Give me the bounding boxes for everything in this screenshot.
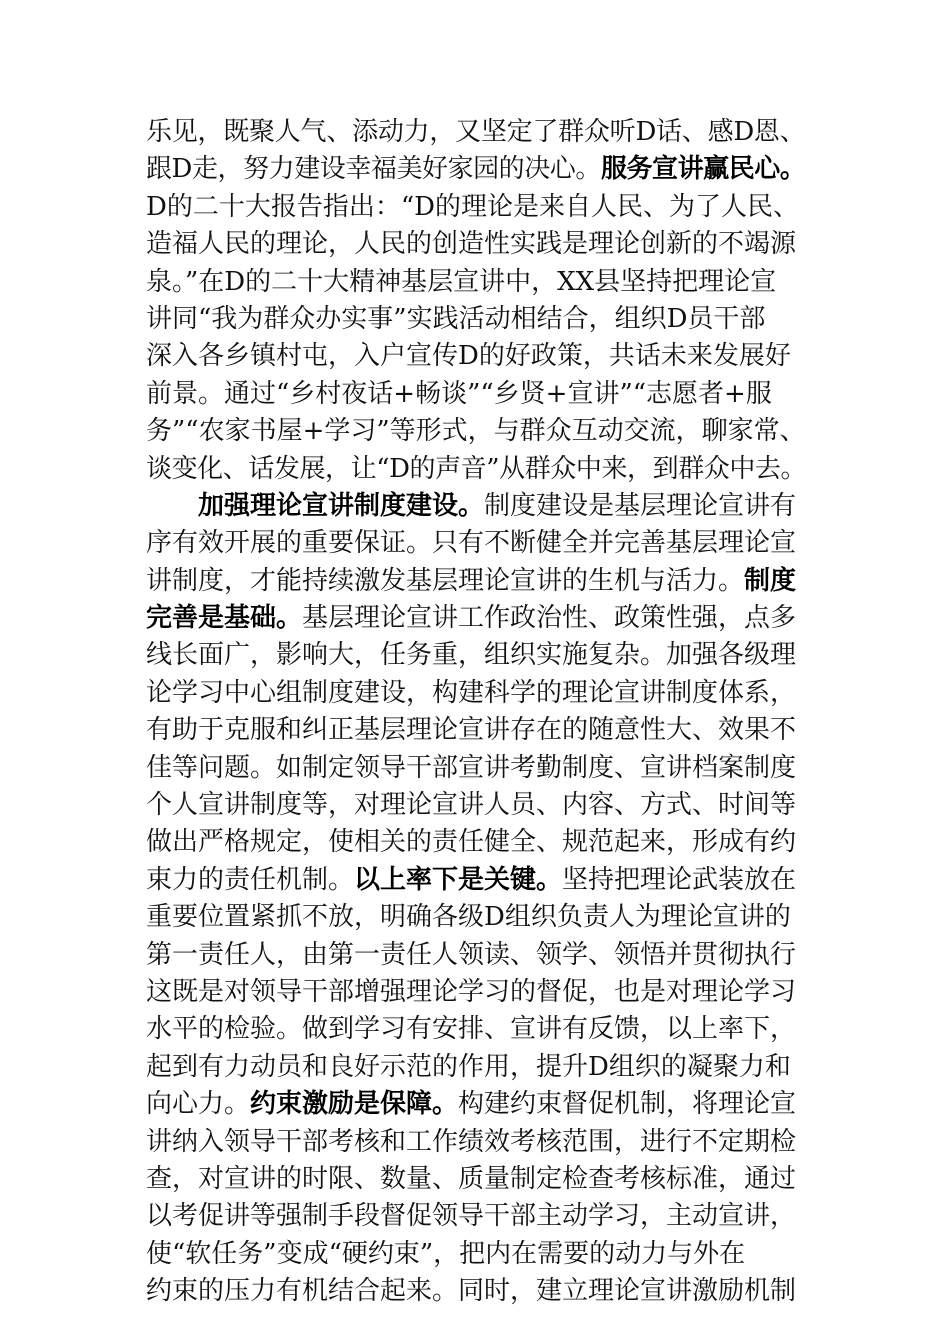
paragraph-text: 论学习中心组制度建设，构建科学的理论宣讲制度体系， — [146, 677, 797, 708]
paragraph-text: 讲同“我为群众办实事”实践活动相结合，组织D员干部 — [146, 303, 766, 334]
paragraph-text: 束力的责任机制。 — [146, 864, 355, 895]
bold-heading-text: 完善是基础。 — [146, 603, 303, 634]
text-line — [146, 563, 806, 600]
text-line — [146, 301, 806, 338]
paragraph-text: 重要位置紧抓不放，明确各级D组织负责人为理论宣讲的 — [146, 902, 791, 933]
text-line — [146, 1161, 806, 1198]
text-line — [146, 1086, 806, 1123]
text-line — [146, 899, 806, 936]
paragraph-text: 约束的压力有机结合起来。同时，建立理论宣讲激励机制 — [146, 1276, 797, 1307]
text-line — [146, 787, 806, 824]
paragraph-text: 深入各乡镇村屯，入户宣传D的好政策，共话未来发展好 — [146, 341, 791, 372]
text-line — [146, 1124, 806, 1161]
bold-heading-text: 加强理论宣讲制度建设。 — [198, 490, 485, 521]
paragraph-text: 泉。”在D的二十大精神基层宣讲中，XX县坚持把理论宣 — [146, 266, 777, 297]
text-line — [146, 750, 806, 787]
paragraph-text: 讲纳入领导干部考核和工作绩效考核范围，进行不定期检 — [146, 1126, 797, 1157]
text-line — [146, 862, 806, 899]
text-line — [146, 226, 806, 263]
text-line — [146, 1273, 806, 1310]
text-line — [146, 264, 806, 301]
text-line — [146, 600, 806, 637]
bold-heading-text: 以上率下是关键。 — [354, 864, 563, 895]
paragraph-text: 第一责任人，由第一责任人领读、领学、领悟并贯彻执行 — [146, 939, 797, 970]
paragraph-text: 造福人民的理论，人民的创造性实践是理论创新的不竭源 — [146, 229, 797, 260]
paragraph-text: 使“软任务”变成“硬约束”，把内在需要的动力与外在 — [146, 1238, 746, 1269]
paragraph-text: 基层理论宣讲工作政治性、政策性强，点多 — [302, 603, 797, 634]
paragraph-text: 前景。通过“乡村夜话+畅谈”“乡贤+宣讲”“志愿者+服 — [146, 378, 772, 409]
paragraph-text: 查，对宣讲的时限、数量、质量制定检查考核标准，通过 — [146, 1163, 797, 1194]
paragraph-text: 讲制度，才能持续激发基层理论宣讲的生机与活力。 — [146, 565, 745, 596]
bold-heading-text: 约束激励是保障。 — [250, 1089, 459, 1120]
bold-heading-text: 制度 — [744, 565, 797, 596]
text-line — [146, 189, 806, 226]
paragraph-text: 水平的检验。做到学习有安排、宣讲有反馈，以上率下， — [146, 1014, 797, 1045]
paragraph-text: 个人宣讲制度等，对理论宣讲人员、内容、方式、时间等 — [146, 790, 797, 821]
paragraph-text: D的二十大报告指出：“D的理论是来自人民、为了人民、 — [146, 191, 799, 222]
text-line — [146, 712, 806, 749]
paragraph-text: 乐见，既聚人气、添动力，又坚定了群众听D话、感D恩、 — [146, 117, 806, 147]
paragraph-text: 坚持把理论武装放在 — [562, 864, 797, 895]
paragraph-text: 以考促讲等强制手段督促领导干部主动学习，主动宣讲， — [146, 1201, 797, 1232]
text-line — [146, 525, 806, 562]
text-line — [146, 488, 806, 525]
text-line — [146, 1198, 806, 1235]
text-line — [146, 413, 806, 450]
paragraph-text: 向心力。 — [146, 1089, 251, 1120]
text-line — [146, 114, 806, 151]
text-line — [146, 675, 806, 712]
paragraph-text: 做出严格规定，使相关的责任健全、规范起来，形成有约 — [146, 827, 797, 858]
text-line — [146, 824, 806, 861]
paragraph-text: 序有效开展的重要保证。只有不断健全并完善基层理论宣 — [146, 528, 797, 559]
text-line — [146, 1011, 806, 1048]
paragraph-text: 跟D走，努力建设幸福美好家园的决心。 — [146, 154, 601, 185]
text-line — [146, 451, 806, 488]
text-line — [146, 1049, 806, 1086]
text-line — [146, 974, 806, 1011]
paragraph-text: 起到有力动员和良好示范的作用，提升D组织的凝聚力和 — [146, 1051, 791, 1082]
text-line — [146, 338, 806, 375]
paragraph-text: 务”“农家书屋+学习”等形式，与群众互动交流，聊家常、 — [146, 416, 806, 447]
paragraph-text: 这既是对领导干部增强理论学习的督促，也是对理论学习 — [146, 976, 797, 1007]
text-line — [146, 937, 806, 974]
paragraph-text: 线长面广，影响大，任务重，组织实施复杂。加强各级理 — [146, 640, 797, 671]
paragraph-text: 有助于克服和纠正基层理论宣讲存在的随意性大、效果不 — [146, 715, 797, 746]
text-line — [146, 151, 806, 188]
text-line — [146, 637, 806, 674]
text-line — [146, 1236, 806, 1273]
body-text — [146, 114, 806, 1311]
paragraph-text: 谈变化、话发展，让“D的声音”从群众中来，到群众中去。 — [146, 453, 807, 484]
paragraph-text: 构建约束督促机制，将理论宣 — [458, 1089, 797, 1120]
paragraph-text: 佳等问题。如制定领导干部宣讲考勤制度、宣讲档案制度 — [146, 752, 797, 783]
bold-heading-text: 服务宣讲赢民心。 — [600, 154, 806, 185]
paragraph-text: 制度建设是基层理论宣讲有 — [484, 490, 797, 521]
text-line — [146, 376, 806, 413]
